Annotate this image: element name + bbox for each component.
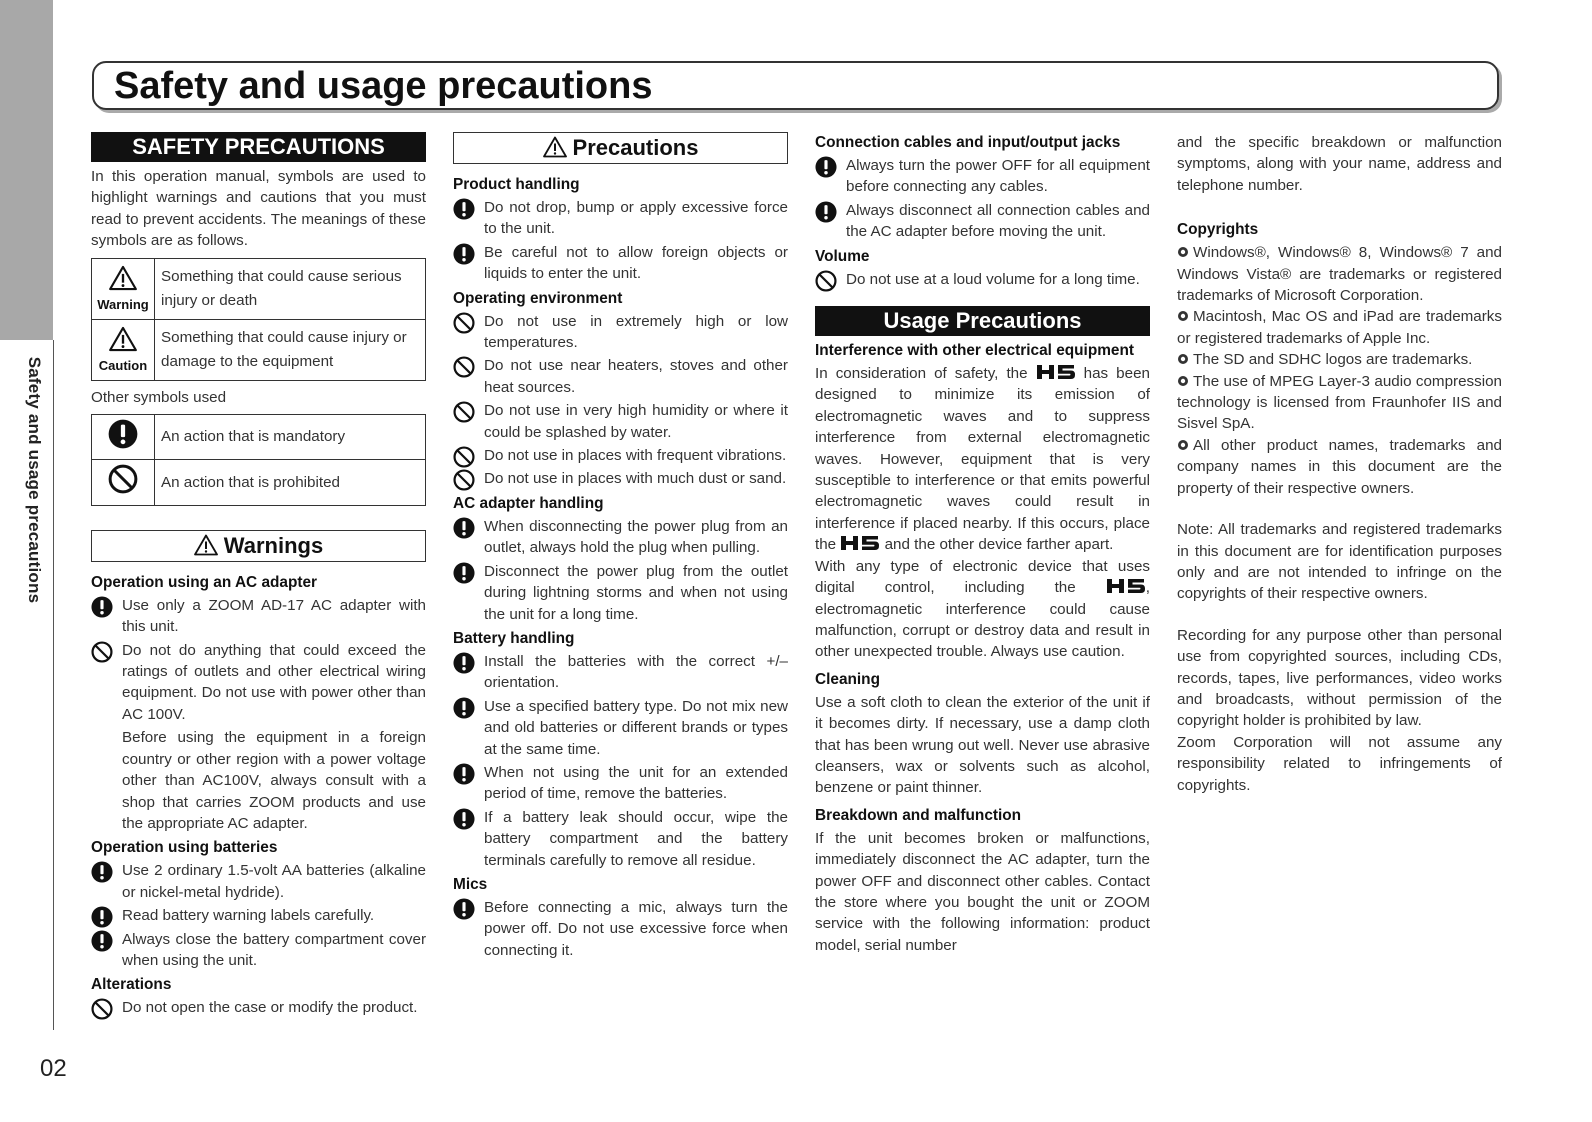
symbol-table [91, 258, 426, 381]
prohibited-icon [453, 356, 475, 378]
section-heading: Mics [453, 875, 488, 893]
symbol-description: An action that is mandatory [155, 415, 426, 460]
side-tab [0, 0, 53, 340]
page-number: 02 [40, 1055, 67, 1082]
usage-precautions-banner: Usage Precautions [815, 306, 1150, 336]
text-run: With any type of electronic device that uses digital control, including the [815, 557, 1150, 597]
list-item [453, 445, 788, 466]
item-text: Do not open the case or modify the product. [122, 999, 418, 1017]
prohibited-icon [453, 469, 475, 491]
prohibited-icon [91, 998, 113, 1020]
item-text: Do not use in places with much dust or sand. [484, 470, 787, 488]
interference-paragraph-2 [815, 556, 1150, 663]
section-heading: Copyrights [1177, 221, 1259, 239]
item-text: When disconnecting the power plug from an outlet, always hold the plug when pulling. [484, 517, 788, 557]
section-heading: Volume [815, 247, 870, 265]
warnings-banner [91, 530, 426, 562]
list-item [453, 561, 788, 625]
list-item [91, 929, 426, 972]
warning-triangle-icon [109, 265, 137, 291]
section-heading: Cleaning [815, 670, 880, 688]
mandatory-icon [108, 419, 138, 449]
page-title: Safety and usage precautions [114, 65, 653, 107]
prohibited-icon [108, 464, 138, 494]
copyright-item [1177, 349, 1502, 370]
bullet-icon [1177, 246, 1189, 258]
list-item [453, 897, 788, 961]
breakdown-paragraph: If the unit becomes broken or malfunctions, immediately disconnect the AC adapter, turn the power OFF and disconnect other cables. Contact the store where you bought the unit or ZOOM service with the following information: product model, serial number [815, 829, 1150, 954]
item-text: Do not use at a loud volume for a long time. [846, 270, 1140, 288]
list-item [91, 905, 426, 926]
list-item [453, 468, 788, 489]
item-text: The use of MPEG Layer-3 audio compression technology is licensed from Fraunhofer IIS and Sisvel SpA. [1177, 372, 1502, 433]
prohibited-icon [91, 641, 113, 663]
column-3 [815, 132, 1150, 956]
list-item [91, 860, 426, 903]
item-text: Disconnect the power plug from the outlet during lightning storms and when not using the unit for a long time. [484, 562, 788, 623]
symbol-row-mandatory [92, 415, 426, 460]
intro-paragraph: In this operation manual, symbols are used to highlight warnings and cautions that you must read to prevent accidents. The meanings of these symbols are as follows. [91, 168, 426, 250]
copyright-item [1177, 306, 1502, 349]
bullet-icon [1177, 439, 1189, 451]
item-text: Always close the battery compartment cover when using the unit. [122, 930, 426, 969]
breakdown-continued: and the specific breakdown or malfunction symptoms, along with your name, address and telephone number. [1177, 134, 1502, 194]
symbol-row-warning [92, 258, 426, 319]
mandatory-icon [453, 652, 475, 674]
column-2 [453, 132, 788, 963]
ac-note: Before using the equipment in a foreign country or other region with a power voltage other than AC100V, always consult with a shop that carries ZOOM products and use the appropriate AC adapter. [122, 729, 426, 832]
warning-triangle-icon [543, 136, 567, 158]
copyright-item [1177, 371, 1502, 435]
caution-triangle-icon [109, 326, 137, 352]
h5-logo-icon [1106, 578, 1146, 594]
item-text: Always disconnect all connection cables and the AC adapter before moving the unit. [846, 201, 1150, 241]
mandatory-icon [453, 808, 475, 830]
text-run: has been designed to minimize its emission of electromagnetic waves and to suppress interference from external electromagnetic waves. However, equipment that is very susceptible to interference or that emits powerful electromagnetic waves could result in interference if placed nearby. If this occurs, place the [815, 365, 1150, 554]
copyright-item [1177, 435, 1502, 499]
item-text: Do not use near heaters, stoves and other heat sources. [484, 357, 788, 396]
other-symbol-table [91, 414, 426, 506]
side-rule [53, 340, 54, 1030]
item-text: Do not do anything that could exceed the ratings of outlets and other electrical wiring equipment. Do not use with power other than AC 100V. [122, 641, 426, 723]
liability-notice: Zoom Corporation will not assume any responsibility related to infringements of copyrights. [1177, 733, 1502, 794]
item-text: Read battery warning labels carefully. [122, 907, 375, 925]
mandatory-icon [453, 763, 475, 785]
prohibited-icon [453, 312, 475, 334]
item-text: Windows®, Windows® 8, Windows® 7 and Windows Vista® are trademarks or registered trademarks of Microsoft Corporation. [1177, 244, 1502, 305]
list-item [453, 197, 788, 240]
item-text: Do not use in extremely high or low temperatures. [484, 312, 788, 352]
list-item [453, 762, 788, 805]
title-box [92, 61, 1499, 110]
mandatory-icon [453, 517, 475, 539]
warning-triangle-icon [194, 534, 218, 556]
item-text: When not using the unit for an extended period of time, remove the batteries. [484, 763, 788, 803]
item-text: Always turn the power OFF for all equipment before connecting any cables. [846, 157, 1150, 196]
h5-logo-icon [1036, 364, 1076, 380]
list-item [453, 651, 788, 694]
mandatory-icon [453, 697, 475, 719]
mandatory-icon [91, 596, 113, 618]
section-heading: Operating environment [453, 289, 623, 307]
item-text: All other product names, trademarks and company names in this document are the property of their respective owners. [1177, 436, 1502, 497]
prohibited-icon [815, 270, 837, 292]
section-heading: Interference with other electrical equipment [815, 342, 1135, 360]
section-heading: Breakdown and malfunction [815, 806, 1022, 824]
list-item [453, 311, 788, 354]
section-heading: Connection cables and input/output jacks [815, 134, 1121, 151]
symbol-description: Something that could cause injury or damage to the equipment [155, 319, 426, 380]
h5-logo-icon [840, 535, 880, 551]
list-item [91, 640, 426, 726]
mandatory-icon [91, 930, 113, 952]
item-text: Before connecting a mic, always turn the power off. Do not use excessive force when connecting it. [484, 898, 788, 959]
list-item [815, 155, 1150, 198]
mandatory-icon [815, 201, 837, 223]
symbol-description: An action that is prohibited [155, 460, 426, 505]
item-text: Do not use in very high humidity or where it could be splashed by water. [484, 402, 788, 441]
symbol-label: Caution [98, 357, 148, 373]
safety-precautions-banner: SAFETY PRECAUTIONS [91, 132, 426, 162]
symbol-row-prohibited [92, 460, 426, 505]
list-item [815, 200, 1150, 243]
warnings-banner-label: Warnings [223, 532, 324, 558]
item-text: If a battery leak should occur, wipe the battery compartment and the battery terminals carefully to remove all residue. [484, 808, 788, 869]
side-section-label: Safety and usage precautions [25, 356, 44, 604]
precautions-banner [453, 132, 788, 164]
item-text: Use 2 ordinary 1.5-volt AA batteries (alkaline or nickel-metal hydride). [122, 862, 426, 901]
mandatory-icon [815, 156, 837, 178]
copyright-item [1177, 242, 1502, 306]
item-text: The SD and SDHC logos are trademarks. [1193, 351, 1473, 369]
trademark-note: Note: All trademarks and registered trademarks in this document are for identification purposes only and are not intended to infringe on the copyrights of their respective owners. [1177, 521, 1502, 603]
column-4 [1177, 132, 1502, 796]
item-text: Install the batteries with the correct +/– orientation. [484, 652, 788, 692]
prohibited-icon [453, 401, 475, 423]
section-heading: AC adapter handling [453, 494, 604, 512]
bullet-icon [1177, 375, 1189, 387]
item-text: Do not use in places with frequent vibrations. [484, 447, 787, 465]
cleaning-paragraph: Use a soft cloth to clean the exterior of the unit if it becomes dirty. If necessary, use a damp cloth that has been wrung out well. Never use abrasive cleansers, wax or solvents such as alcohol, benzene or paint thinner. [815, 693, 1150, 797]
bullet-icon [1177, 353, 1189, 365]
mandatory-icon [91, 906, 113, 928]
list-item [453, 355, 788, 398]
text-run: , electromagnetic interference could cause malfunction, corrupt or destroy data and result in other unexpected trouble. Always use caution. [815, 579, 1150, 661]
mandatory-icon [453, 562, 475, 584]
item-text: Macintosh, Mac OS and iPad are trademarks or registered trademarks of Apple Inc. [1177, 308, 1502, 347]
symbol-label: Warning [97, 296, 149, 312]
text-run: and the other device farther apart. [884, 536, 1114, 554]
interference-paragraph-1 [815, 363, 1150, 556]
prohibited-icon [453, 446, 475, 468]
recording-notice: Recording for any purpose other than personal use from copyrighted sources, including CDs, records, tapes, live performances, video works and broadcasts, without permission of the copyright holder is prohibited by law. [1177, 626, 1502, 730]
mandatory-icon [453, 243, 475, 265]
symbol-description: Something that could cause serious injury or death [155, 258, 426, 319]
section-heading: Product handling [453, 176, 580, 193]
item-text: Use only a ZOOM AD-17 AC adapter with this unit. [122, 596, 426, 636]
section-heading: Alterations [91, 976, 172, 994]
list-item [453, 696, 788, 760]
mandatory-icon [453, 898, 475, 920]
item-text: Do not drop, bump or apply excessive force to the unit. [484, 199, 788, 238]
symbol-row-caution [92, 319, 426, 380]
precautions-banner-label: Precautions [572, 135, 699, 160]
bullet-icon [1177, 310, 1189, 322]
text-run: In consideration of safety, the [815, 365, 1028, 383]
item-text: Use a specified battery type. Do not mix new and old batteries or different brands or types at the same time. [484, 697, 788, 758]
section-heading: Battery handling [453, 629, 575, 647]
list-item [453, 807, 788, 871]
mandatory-icon [453, 198, 475, 220]
mandatory-icon [91, 861, 113, 883]
list-item [91, 997, 426, 1018]
list-item [453, 516, 788, 559]
item-text: Be careful not to allow foreign objects or liquids to enter the unit. [484, 243, 788, 283]
list-item [453, 242, 788, 285]
list-item [453, 400, 788, 443]
section-heading: Operation using an AC adapter [91, 573, 318, 591]
other-symbols-heading: Other symbols used [91, 388, 227, 406]
section-heading: Operation using batteries [91, 839, 278, 857]
list-item [91, 595, 426, 638]
list-item [815, 269, 1150, 290]
column-1 [91, 132, 426, 1021]
